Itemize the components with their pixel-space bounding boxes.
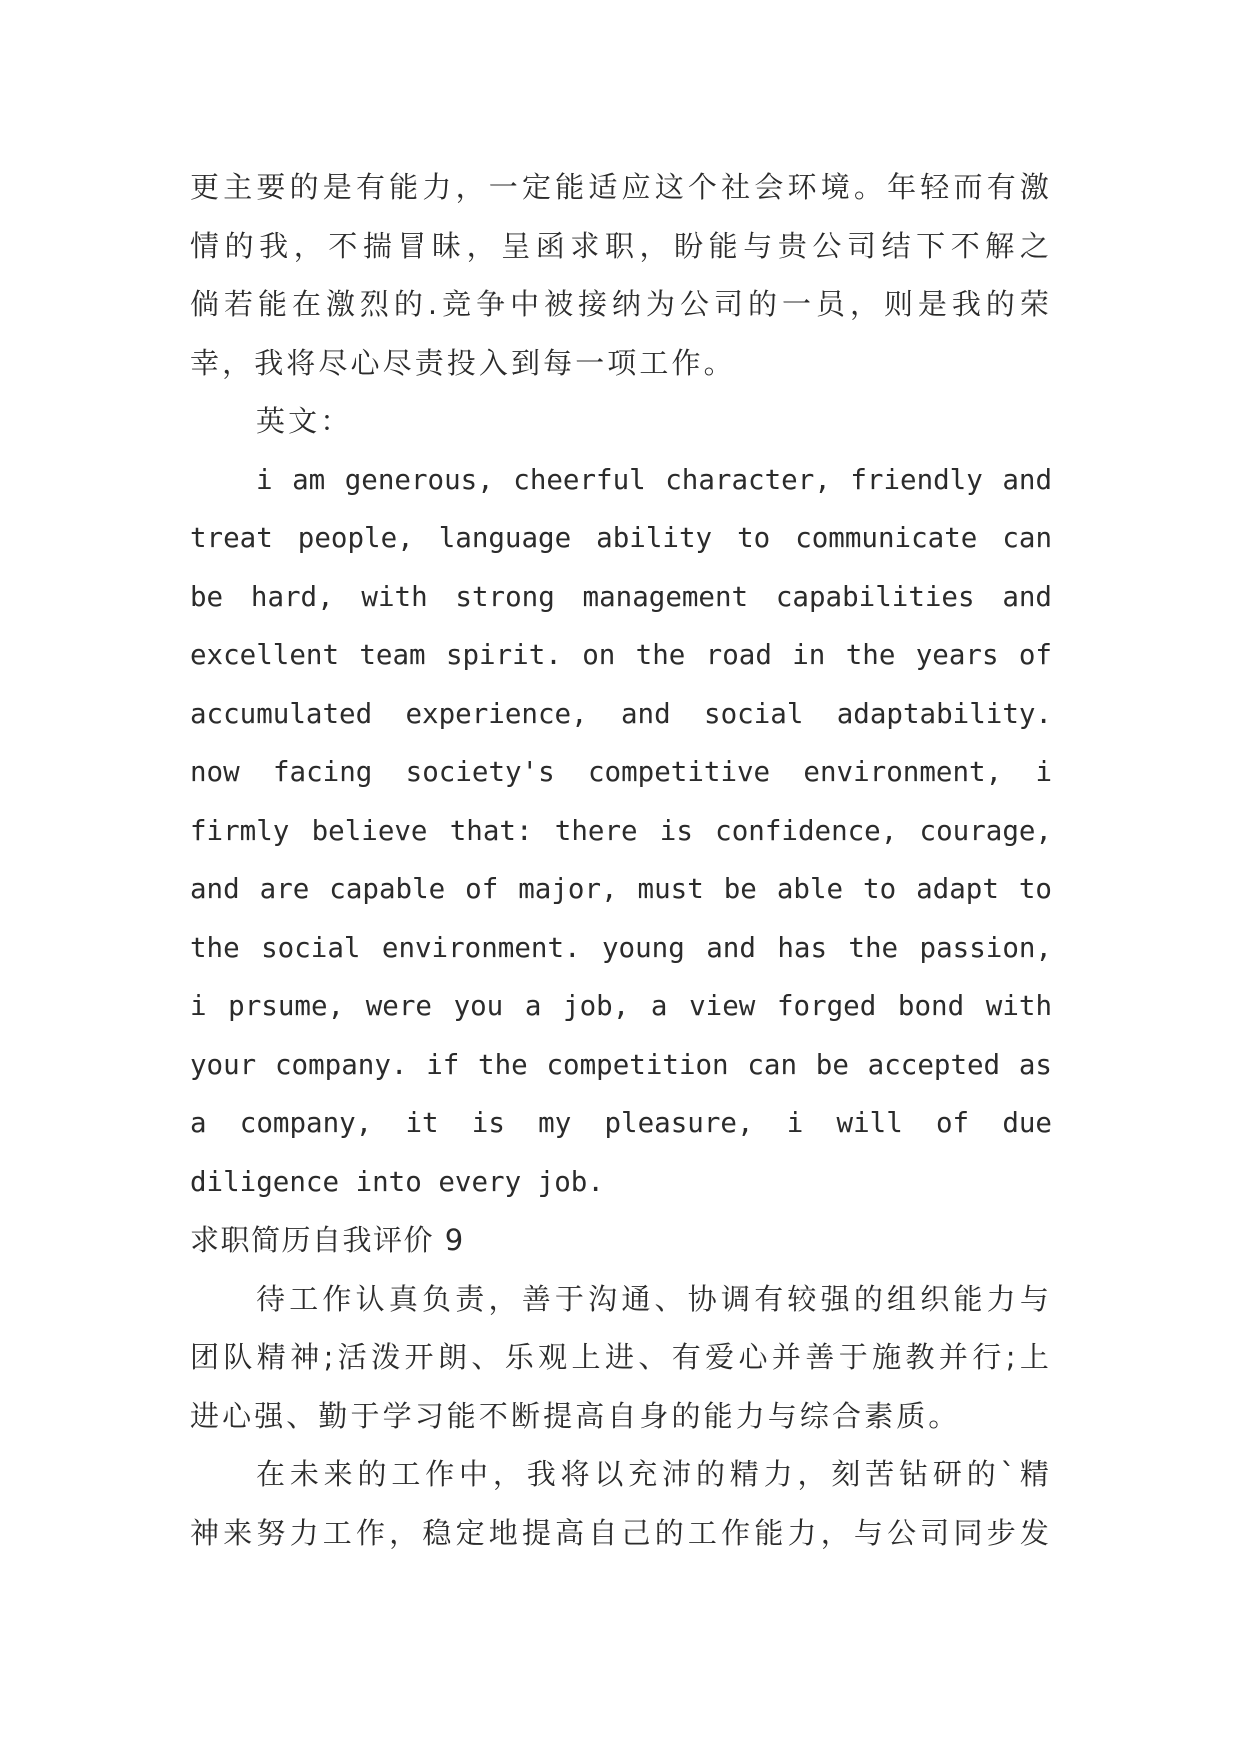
text-line: be hard, with strong management capabilities and xyxy=(190,580,1052,613)
text-line: diligence into every job. xyxy=(190,1165,604,1198)
text-line: firmly believe that: there is confidence, courage, xyxy=(190,814,1052,847)
text-line: your company. if the competition can be accepted as xyxy=(190,1048,1052,1081)
text-line: and are capable of major, must be able to adapt to xyxy=(190,873,1052,905)
paragraph xyxy=(190,1270,1052,1446)
text-line: 情的我，不揣冒昧，呈函求职，盼能与贵公司结下不解之 xyxy=(190,228,1052,263)
text-line: 更主要的是有能力，一定能适应这个社会环境。年轻而有激 xyxy=(190,170,1052,204)
text-line: treat people, language ability to communicate can xyxy=(190,522,1052,554)
text-line: 进心强、勤于学习能不断提高自身的能力与综合素质。 xyxy=(190,1398,961,1433)
text-line: 待工作认真负责，善于沟通、协调有较强的组织能力与 xyxy=(256,1281,1052,1316)
english-paragraph xyxy=(190,451,1052,1212)
text-line: accumulated experience, and social adaptability. xyxy=(190,697,1052,730)
text-line: 神来努力工作，稳定地提高自己的工作能力，与公司同步发 xyxy=(190,1515,1052,1550)
text-line: 倘若能在激烈的.竞争中被接纳为公司的一员，则是我的荣 xyxy=(190,287,1052,321)
text-line: a company, it is my pleasure, i will of due xyxy=(190,1107,1052,1139)
text-line: 幸，我将尽心尽责投入到每一项工作。 xyxy=(190,345,736,380)
text-line: the social environment. young and has the passion, xyxy=(190,931,1052,964)
paragraph-continuation xyxy=(190,158,1052,392)
english-label: 英文： xyxy=(256,404,353,438)
document-body xyxy=(190,158,1052,1562)
text-line: now facing society's competitive environment, i xyxy=(190,756,1052,788)
section-heading: 求职简历自我评价 9 xyxy=(190,1223,465,1257)
paragraph xyxy=(190,1445,1052,1562)
text-line: i am generous, cheerful character, friendly and xyxy=(256,463,1052,496)
text-line: excellent team spirit. on the road in the years of xyxy=(190,639,1052,671)
text-line: 在未来的工作中，我将以充沛的精力，刻苦钻研的`精 xyxy=(256,1457,1052,1491)
text-line: 团队精神;活泼开朗、乐观上进、有爱心并善于施教并行;上 xyxy=(190,1340,1052,1374)
text-line: i prsume, were you a job, a view forged bond with xyxy=(190,990,1052,1022)
